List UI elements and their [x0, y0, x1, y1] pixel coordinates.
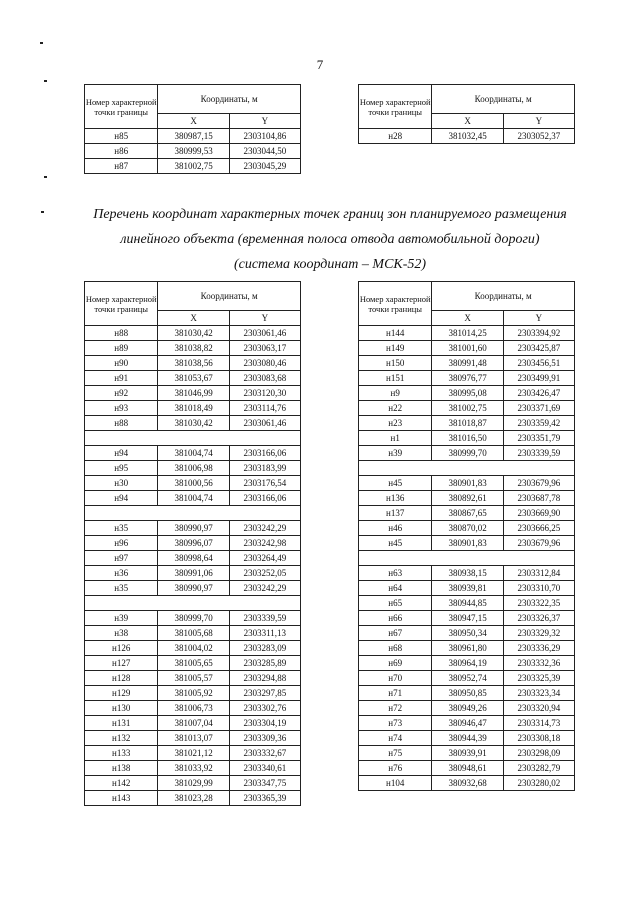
separator-row	[359, 461, 575, 476]
blank-cell	[85, 506, 301, 521]
x-coord-cell: 381005,57	[158, 671, 229, 686]
point-id-cell: н1	[359, 431, 432, 446]
x-coord-cell: 381004,02	[158, 641, 229, 656]
table-row	[85, 731, 301, 746]
point-id-cell: н45	[359, 476, 432, 491]
x-coord-cell: 380949,26	[432, 701, 503, 716]
x-coord-cell: 381033,92	[158, 761, 229, 776]
point-id-cell: н130	[85, 701, 158, 716]
table-row	[359, 596, 575, 611]
point-id-cell: н88	[85, 416, 158, 431]
x-coord-cell: 381038,56	[158, 356, 229, 371]
x-coord-cell: 380944,39	[432, 731, 503, 746]
table-row	[359, 536, 575, 551]
point-id-cell: н75	[359, 746, 432, 761]
x-coord-cell: 381005,68	[158, 626, 229, 641]
coord-table-main-right	[358, 281, 575, 791]
header-x-label: X	[158, 114, 229, 129]
x-coord-cell: 381004,74	[158, 491, 229, 506]
scan-mark	[41, 211, 44, 213]
x-coord-cell: 380990,97	[158, 581, 229, 596]
y-coord-cell: 2303285,89	[229, 656, 300, 671]
point-id-cell: н133	[85, 746, 158, 761]
separator-row	[85, 431, 301, 446]
y-coord-cell: 2303052,37	[503, 129, 574, 144]
y-coord-cell: 2303242,29	[229, 521, 300, 536]
table-row	[85, 521, 301, 536]
y-coord-cell: 2303282,79	[503, 761, 574, 776]
table-row	[359, 491, 575, 506]
table-row	[359, 761, 575, 776]
y-coord-cell: 2303061,46	[229, 326, 300, 341]
x-coord-cell: 381007,04	[158, 716, 229, 731]
table-row	[85, 416, 301, 431]
point-id-cell: н39	[359, 446, 432, 461]
table-row	[85, 446, 301, 461]
header-point-label: Номер характерной точки границы	[85, 282, 158, 326]
y-coord-cell: 2303340,61	[229, 761, 300, 776]
point-id-cell: н72	[359, 701, 432, 716]
point-id-cell: н104	[359, 776, 432, 791]
point-id-cell: н86	[85, 144, 158, 159]
y-coord-cell: 2303120,30	[229, 386, 300, 401]
point-id-cell: н76	[359, 761, 432, 776]
point-id-cell: н89	[85, 341, 158, 356]
point-id-cell: н68	[359, 641, 432, 656]
blank-cell	[359, 551, 575, 566]
x-coord-cell: 380947,15	[432, 611, 503, 626]
y-coord-cell: 2303314,73	[503, 716, 574, 731]
point-id-cell: н131	[85, 716, 158, 731]
table-row	[85, 356, 301, 371]
point-id-cell: н126	[85, 641, 158, 656]
x-coord-cell: 381013,07	[158, 731, 229, 746]
table-row	[359, 446, 575, 461]
table-row	[85, 566, 301, 581]
point-id-cell: н46	[359, 521, 432, 536]
x-coord-cell: 380938,15	[432, 566, 503, 581]
table-row	[85, 476, 301, 491]
point-id-cell: н71	[359, 686, 432, 701]
y-coord-cell: 2303061,46	[229, 416, 300, 431]
x-coord-cell: 380995,08	[432, 386, 503, 401]
table-row	[85, 686, 301, 701]
header-point-label: Номер характерной точки границы	[85, 85, 158, 129]
point-id-cell: н70	[359, 671, 432, 686]
table-row	[359, 566, 575, 581]
y-coord-cell: 2303242,29	[229, 581, 300, 596]
point-id-cell: н22	[359, 401, 432, 416]
x-coord-cell: 380991,48	[432, 356, 503, 371]
y-coord-cell: 2303083,68	[229, 371, 300, 386]
point-id-cell: н138	[85, 761, 158, 776]
x-coord-cell: 381014,25	[432, 326, 503, 341]
y-coord-cell: 2303320,94	[503, 701, 574, 716]
table-row	[85, 701, 301, 716]
table-row	[359, 431, 575, 446]
table-row	[85, 491, 301, 506]
point-id-cell: н87	[85, 159, 158, 174]
x-coord-cell: 381032,45	[432, 129, 503, 144]
table-row	[85, 716, 301, 731]
y-coord-cell: 2303283,09	[229, 641, 300, 656]
table-row	[359, 746, 575, 761]
point-id-cell: н151	[359, 371, 432, 386]
x-coord-cell: 380867,65	[432, 506, 503, 521]
point-id-cell: н94	[85, 446, 158, 461]
table-heading-line-1: Перечень координат характерных точек границ зон планируемого размещения	[93, 207, 567, 222]
x-coord-cell: 381006,73	[158, 701, 229, 716]
y-coord-cell: 2303371,69	[503, 401, 574, 416]
y-coord-cell: 2303322,35	[503, 596, 574, 611]
point-id-cell: н28	[359, 129, 432, 144]
table-row	[359, 611, 575, 626]
y-coord-cell: 2303669,90	[503, 506, 574, 521]
header-y-label: Y	[503, 311, 574, 326]
table-row	[359, 686, 575, 701]
y-coord-cell: 2303242,98	[229, 536, 300, 551]
x-coord-cell: 381000,56	[158, 476, 229, 491]
point-id-cell: н91	[85, 371, 158, 386]
blank-cell	[359, 461, 575, 476]
table-row	[359, 401, 575, 416]
y-coord-cell: 2303336,29	[503, 641, 574, 656]
x-coord-cell: 380901,83	[432, 476, 503, 491]
y-coord-cell: 2303332,36	[503, 656, 574, 671]
point-id-cell: н30	[85, 476, 158, 491]
y-coord-cell: 2303687,78	[503, 491, 574, 506]
y-coord-cell: 2303302,76	[229, 701, 300, 716]
header-x-label: X	[432, 114, 503, 129]
x-coord-cell: 381005,65	[158, 656, 229, 671]
y-coord-cell: 2303329,32	[503, 626, 574, 641]
x-coord-cell: 380999,53	[158, 144, 229, 159]
point-id-cell: н74	[359, 731, 432, 746]
x-coord-cell: 380946,47	[432, 716, 503, 731]
y-coord-cell: 2303425,87	[503, 341, 574, 356]
table-row	[85, 326, 301, 341]
table-row	[85, 761, 301, 776]
scan-mark	[40, 42, 43, 44]
blank-cell	[85, 431, 301, 446]
header-y-label: Y	[229, 114, 300, 129]
table-row	[85, 581, 301, 596]
table-row	[85, 461, 301, 476]
x-coord-cell: 380996,07	[158, 536, 229, 551]
point-id-cell: н142	[85, 776, 158, 791]
point-id-cell: н63	[359, 566, 432, 581]
x-coord-cell: 380998,64	[158, 551, 229, 566]
y-coord-cell: 2303280,02	[503, 776, 574, 791]
x-coord-cell: 381002,75	[432, 401, 503, 416]
x-coord-cell: 380964,19	[432, 656, 503, 671]
table-row	[85, 611, 301, 626]
table-row	[359, 371, 575, 386]
table-row	[359, 386, 575, 401]
y-coord-cell: 2303359,42	[503, 416, 574, 431]
x-coord-cell: 381030,42	[158, 326, 229, 341]
point-id-cell: н39	[85, 611, 158, 626]
table-row	[85, 746, 301, 761]
table-row	[85, 371, 301, 386]
table-heading-line-3: (система координат – МСК-52)	[233, 257, 427, 272]
y-coord-cell: 2303339,59	[229, 611, 300, 626]
point-id-cell: н96	[85, 536, 158, 551]
table-row	[359, 506, 575, 521]
table-row	[359, 129, 575, 144]
point-id-cell: н128	[85, 671, 158, 686]
y-coord-cell: 2303312,84	[503, 566, 574, 581]
y-coord-cell: 2303309,36	[229, 731, 300, 746]
y-coord-cell: 2303679,96	[503, 536, 574, 551]
header-y-label: Y	[503, 114, 574, 129]
x-coord-cell: 380952,74	[432, 671, 503, 686]
table-row	[85, 776, 301, 791]
point-id-cell: н36	[85, 566, 158, 581]
coord-table-top-right	[358, 84, 575, 144]
x-coord-cell: 380932,68	[432, 776, 503, 791]
table-row	[85, 144, 301, 159]
coord-table-main-left	[84, 281, 301, 806]
y-coord-cell: 2303104,86	[229, 129, 300, 144]
point-id-cell: н90	[85, 356, 158, 371]
y-coord-cell: 2303499,91	[503, 371, 574, 386]
x-coord-cell: 380999,70	[432, 446, 503, 461]
y-coord-cell: 2303063,17	[229, 341, 300, 356]
table-row	[85, 791, 301, 806]
table-row	[85, 159, 301, 174]
y-coord-cell: 2303297,85	[229, 686, 300, 701]
point-id-cell: н132	[85, 731, 158, 746]
x-coord-cell: 380944,85	[432, 596, 503, 611]
header-coords-label: Координаты, м	[158, 282, 301, 311]
y-coord-cell: 2303308,18	[503, 731, 574, 746]
x-coord-cell: 380870,02	[432, 521, 503, 536]
point-id-cell: н94	[85, 491, 158, 506]
point-id-cell: н150	[359, 356, 432, 371]
y-coord-cell: 2303304,19	[229, 716, 300, 731]
point-id-cell: н23	[359, 416, 432, 431]
x-coord-cell: 380990,97	[158, 521, 229, 536]
table-row	[85, 671, 301, 686]
point-id-cell: н9	[359, 386, 432, 401]
point-id-cell: н92	[85, 386, 158, 401]
x-coord-cell: 380939,91	[432, 746, 503, 761]
table-row	[359, 476, 575, 491]
point-id-cell: н144	[359, 326, 432, 341]
y-coord-cell: 2303310,70	[503, 581, 574, 596]
point-id-cell: н64	[359, 581, 432, 596]
point-id-cell: н85	[85, 129, 158, 144]
y-coord-cell: 2303252,05	[229, 566, 300, 581]
table-row	[359, 671, 575, 686]
header-point-label: Номер характерной точки границы	[359, 85, 432, 129]
point-id-cell: н67	[359, 626, 432, 641]
y-coord-cell: 2303666,25	[503, 521, 574, 536]
x-coord-cell: 381018,49	[158, 401, 229, 416]
blank-cell	[85, 596, 301, 611]
y-coord-cell: 2303044,50	[229, 144, 300, 159]
x-coord-cell: 380961,80	[432, 641, 503, 656]
x-coord-cell: 381023,28	[158, 791, 229, 806]
x-coord-cell: 381018,87	[432, 416, 503, 431]
table-row	[359, 656, 575, 671]
table-row	[359, 326, 575, 341]
table-row	[85, 401, 301, 416]
y-coord-cell: 2303456,51	[503, 356, 574, 371]
x-coord-cell: 381029,99	[158, 776, 229, 791]
table-row	[85, 536, 301, 551]
page-number: 7	[316, 57, 324, 72]
y-coord-cell: 2303679,96	[503, 476, 574, 491]
table-row	[85, 129, 301, 144]
table-row	[359, 521, 575, 536]
y-coord-cell: 2303332,67	[229, 746, 300, 761]
table-row	[359, 416, 575, 431]
y-coord-cell: 2303294,88	[229, 671, 300, 686]
header-x-label: X	[158, 311, 229, 326]
x-coord-cell: 380999,70	[158, 611, 229, 626]
header-point-label: Номер характерной точки границы	[359, 282, 432, 326]
x-coord-cell: 380948,61	[432, 761, 503, 776]
header-coords-label: Координаты, м	[432, 85, 575, 114]
x-coord-cell: 381030,42	[158, 416, 229, 431]
separator-row	[359, 551, 575, 566]
coord-table-top-left	[84, 84, 301, 174]
header-coords-label: Координаты, м	[158, 85, 301, 114]
x-coord-cell: 380950,85	[432, 686, 503, 701]
point-id-cell: н88	[85, 326, 158, 341]
table-row	[359, 356, 575, 371]
point-id-cell: н127	[85, 656, 158, 671]
x-coord-cell: 380901,83	[432, 536, 503, 551]
x-coord-cell: 380991,06	[158, 566, 229, 581]
table-row	[359, 776, 575, 791]
point-id-cell: н95	[85, 461, 158, 476]
y-coord-cell: 2303176,54	[229, 476, 300, 491]
y-coord-cell: 2303045,29	[229, 159, 300, 174]
x-coord-cell: 380950,34	[432, 626, 503, 641]
table-row	[359, 716, 575, 731]
y-coord-cell: 2303325,39	[503, 671, 574, 686]
table-row	[85, 341, 301, 356]
table-row	[85, 641, 301, 656]
point-id-cell: н35	[85, 521, 158, 536]
x-coord-cell: 381006,98	[158, 461, 229, 476]
point-id-cell: н38	[85, 626, 158, 641]
y-coord-cell: 2303080,46	[229, 356, 300, 371]
x-coord-cell: 381038,82	[158, 341, 229, 356]
point-id-cell: н149	[359, 341, 432, 356]
x-coord-cell: 380892,61	[432, 491, 503, 506]
y-coord-cell: 2303166,06	[229, 446, 300, 461]
point-id-cell: н93	[85, 401, 158, 416]
table-row	[359, 341, 575, 356]
scan-mark	[44, 80, 47, 82]
table-row	[359, 731, 575, 746]
y-coord-cell: 2303323,34	[503, 686, 574, 701]
point-id-cell: н129	[85, 686, 158, 701]
table-row	[85, 551, 301, 566]
point-id-cell: н69	[359, 656, 432, 671]
table-row	[359, 626, 575, 641]
y-coord-cell: 2303326,37	[503, 611, 574, 626]
point-id-cell: н137	[359, 506, 432, 521]
x-coord-cell: 381004,74	[158, 446, 229, 461]
y-coord-cell: 2303339,59	[503, 446, 574, 461]
point-id-cell: н65	[359, 596, 432, 611]
point-id-cell: н97	[85, 551, 158, 566]
point-id-cell: н35	[85, 581, 158, 596]
separator-row	[85, 506, 301, 521]
separator-row	[85, 596, 301, 611]
table-row	[359, 581, 575, 596]
y-coord-cell: 2303166,06	[229, 491, 300, 506]
x-coord-cell: 381002,75	[158, 159, 229, 174]
point-id-cell: н45	[359, 536, 432, 551]
y-coord-cell: 2303311,13	[229, 626, 300, 641]
scan-mark	[44, 176, 47, 178]
y-coord-cell: 2303426,47	[503, 386, 574, 401]
table-row	[85, 626, 301, 641]
y-coord-cell: 2303365,39	[229, 791, 300, 806]
x-coord-cell: 380976,77	[432, 371, 503, 386]
y-coord-cell: 2303114,76	[229, 401, 300, 416]
y-coord-cell: 2303298,09	[503, 746, 574, 761]
y-coord-cell: 2303394,92	[503, 326, 574, 341]
x-coord-cell: 381001,60	[432, 341, 503, 356]
x-coord-cell: 380987,15	[158, 129, 229, 144]
x-coord-cell: 381046,99	[158, 386, 229, 401]
table-row	[359, 641, 575, 656]
header-coords-label: Координаты, м	[432, 282, 575, 311]
point-id-cell: н143	[85, 791, 158, 806]
header-x-label: X	[432, 311, 503, 326]
table-row	[85, 656, 301, 671]
point-id-cell: н73	[359, 716, 432, 731]
table-row	[359, 701, 575, 716]
y-coord-cell: 2303347,75	[229, 776, 300, 791]
y-coord-cell: 2303264,49	[229, 551, 300, 566]
table-heading-line-2: линейного объекта (временная полоса отвода автомобильной дороги)	[120, 232, 540, 247]
x-coord-cell: 381005,92	[158, 686, 229, 701]
y-coord-cell: 2303351,79	[503, 431, 574, 446]
header-y-label: Y	[229, 311, 300, 326]
x-coord-cell: 381053,67	[158, 371, 229, 386]
y-coord-cell: 2303183,99	[229, 461, 300, 476]
point-id-cell: н66	[359, 611, 432, 626]
x-coord-cell: 381016,50	[432, 431, 503, 446]
x-coord-cell: 380939,81	[432, 581, 503, 596]
table-row	[85, 386, 301, 401]
point-id-cell: н136	[359, 491, 432, 506]
x-coord-cell: 381021,12	[158, 746, 229, 761]
